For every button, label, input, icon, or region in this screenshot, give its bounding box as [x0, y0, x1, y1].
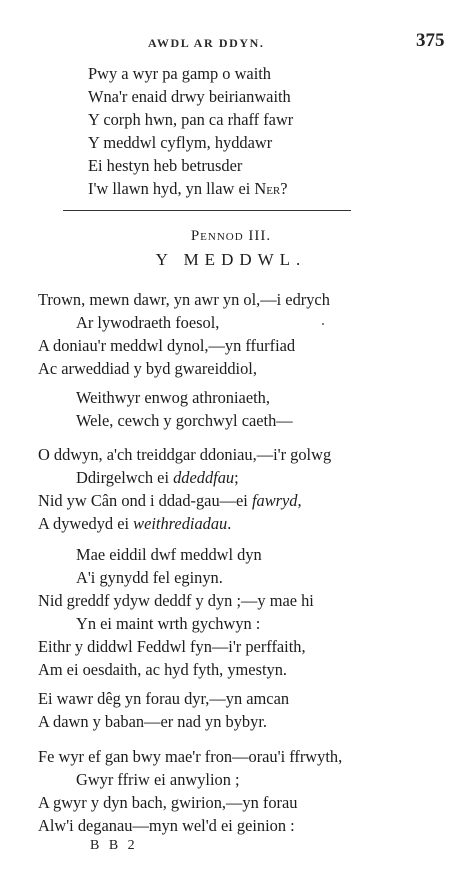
verse-line: Pwy a wyr pa gamp o waith	[88, 64, 271, 83]
stanza	[0, 543, 462, 681]
verse-text: I'w llawn hyd, yn llaw ei	[88, 179, 255, 198]
verse-line: Eithr y diddwl Feddwl fyn—i'r perffaith,	[38, 637, 306, 656]
verse-line: Nid greddf ydyw deddf y dyn ;—y mae hi	[38, 591, 314, 610]
verse-line: Ei hestyn heb betrusder	[88, 156, 243, 175]
verse-text: .	[227, 514, 232, 533]
verse-line	[0, 466, 462, 489]
verse-line	[0, 489, 462, 512]
verse-line: A'i gynydd fel eginyn.	[76, 568, 223, 587]
verse-line	[0, 512, 462, 535]
chapter-title: Y MEDDWL.	[155, 250, 307, 269]
italic-word: fawryd	[251, 491, 298, 510]
verse-line: Alw'i deganau—myn wel'd ei geinion :	[38, 816, 295, 835]
signature-mark: B B 2	[90, 838, 138, 853]
verse-line: Ei wawr dêg yn forau dyr,—yn amcan	[38, 689, 290, 708]
verse-line: Yn ei maint wrth gychwyn :	[76, 614, 261, 633]
verse-line: Ar lywodraeth foesol,	[76, 313, 220, 332]
verse-line: A dawn y baban—er nad yn bybyr.	[38, 712, 267, 731]
verse-line: Am ei oesdaith, ac hyd fyth, ymestyn.	[38, 660, 287, 679]
italic-word: ddeddfau	[173, 468, 235, 487]
verse-line: Trown, mewn dawr, yn awr yn ol,—i edrych	[38, 290, 330, 309]
stanza	[0, 745, 462, 837]
stanza	[0, 386, 462, 432]
opening-stanza	[0, 62, 462, 200]
verse-text: ?	[280, 179, 288, 198]
running-head: AWDL AR DDYN.	[148, 36, 265, 50]
verse-text: Nid yw Cân ond i ddad-gau—ei	[38, 491, 252, 510]
verse-line: Wna'r enaid drwy beirianwaith	[88, 87, 291, 106]
verse-line: Weithwyr enwog athroniaeth,	[76, 388, 270, 407]
verse-text: ,	[297, 491, 302, 510]
verse-line: A doniau'r meddwl dynol,—yn ffurfiad	[38, 336, 296, 355]
page-number: 375	[416, 30, 445, 51]
small-caps-word: Ner	[254, 179, 281, 198]
stanza	[0, 687, 462, 733]
verse-line: Mae eiddil dwf meddwl dyn	[76, 545, 262, 564]
verse-line: Y corph hwn, pan ca rhaff fawr	[88, 110, 294, 129]
italic-word: weithrediadau	[133, 514, 228, 533]
verse-line: Gwyr ffriw ei anwylion ;	[76, 770, 240, 789]
verse-text: ;	[234, 468, 239, 487]
verse-line: Wele, cewch y gorchwyl caeth—	[76, 411, 293, 430]
verse-line: O ddwyn, a'ch treiddgar ddoniau,—i'r golwg	[38, 445, 332, 464]
verse-line: Y meddwl cyflym, hyddawr	[88, 133, 273, 152]
verse-line: Fe wyr ef gan bwy mae'r fron—orau'i ffrwyth,	[38, 747, 343, 766]
stanza	[0, 288, 462, 380]
verse-text: A dywedyd ei	[38, 514, 134, 533]
chapter-label: Pennod III.	[190, 228, 272, 244]
verse-line: A gwyr y dyn bach, gwirion,—yn forau	[38, 793, 298, 812]
verse-text: Ddirgelwch ei	[76, 468, 174, 487]
verse-line: Ac arweddiad y byd gwareiddiol,	[38, 359, 257, 378]
section-divider	[63, 210, 351, 211]
verse-line	[0, 177, 462, 200]
stanza	[0, 443, 462, 535]
